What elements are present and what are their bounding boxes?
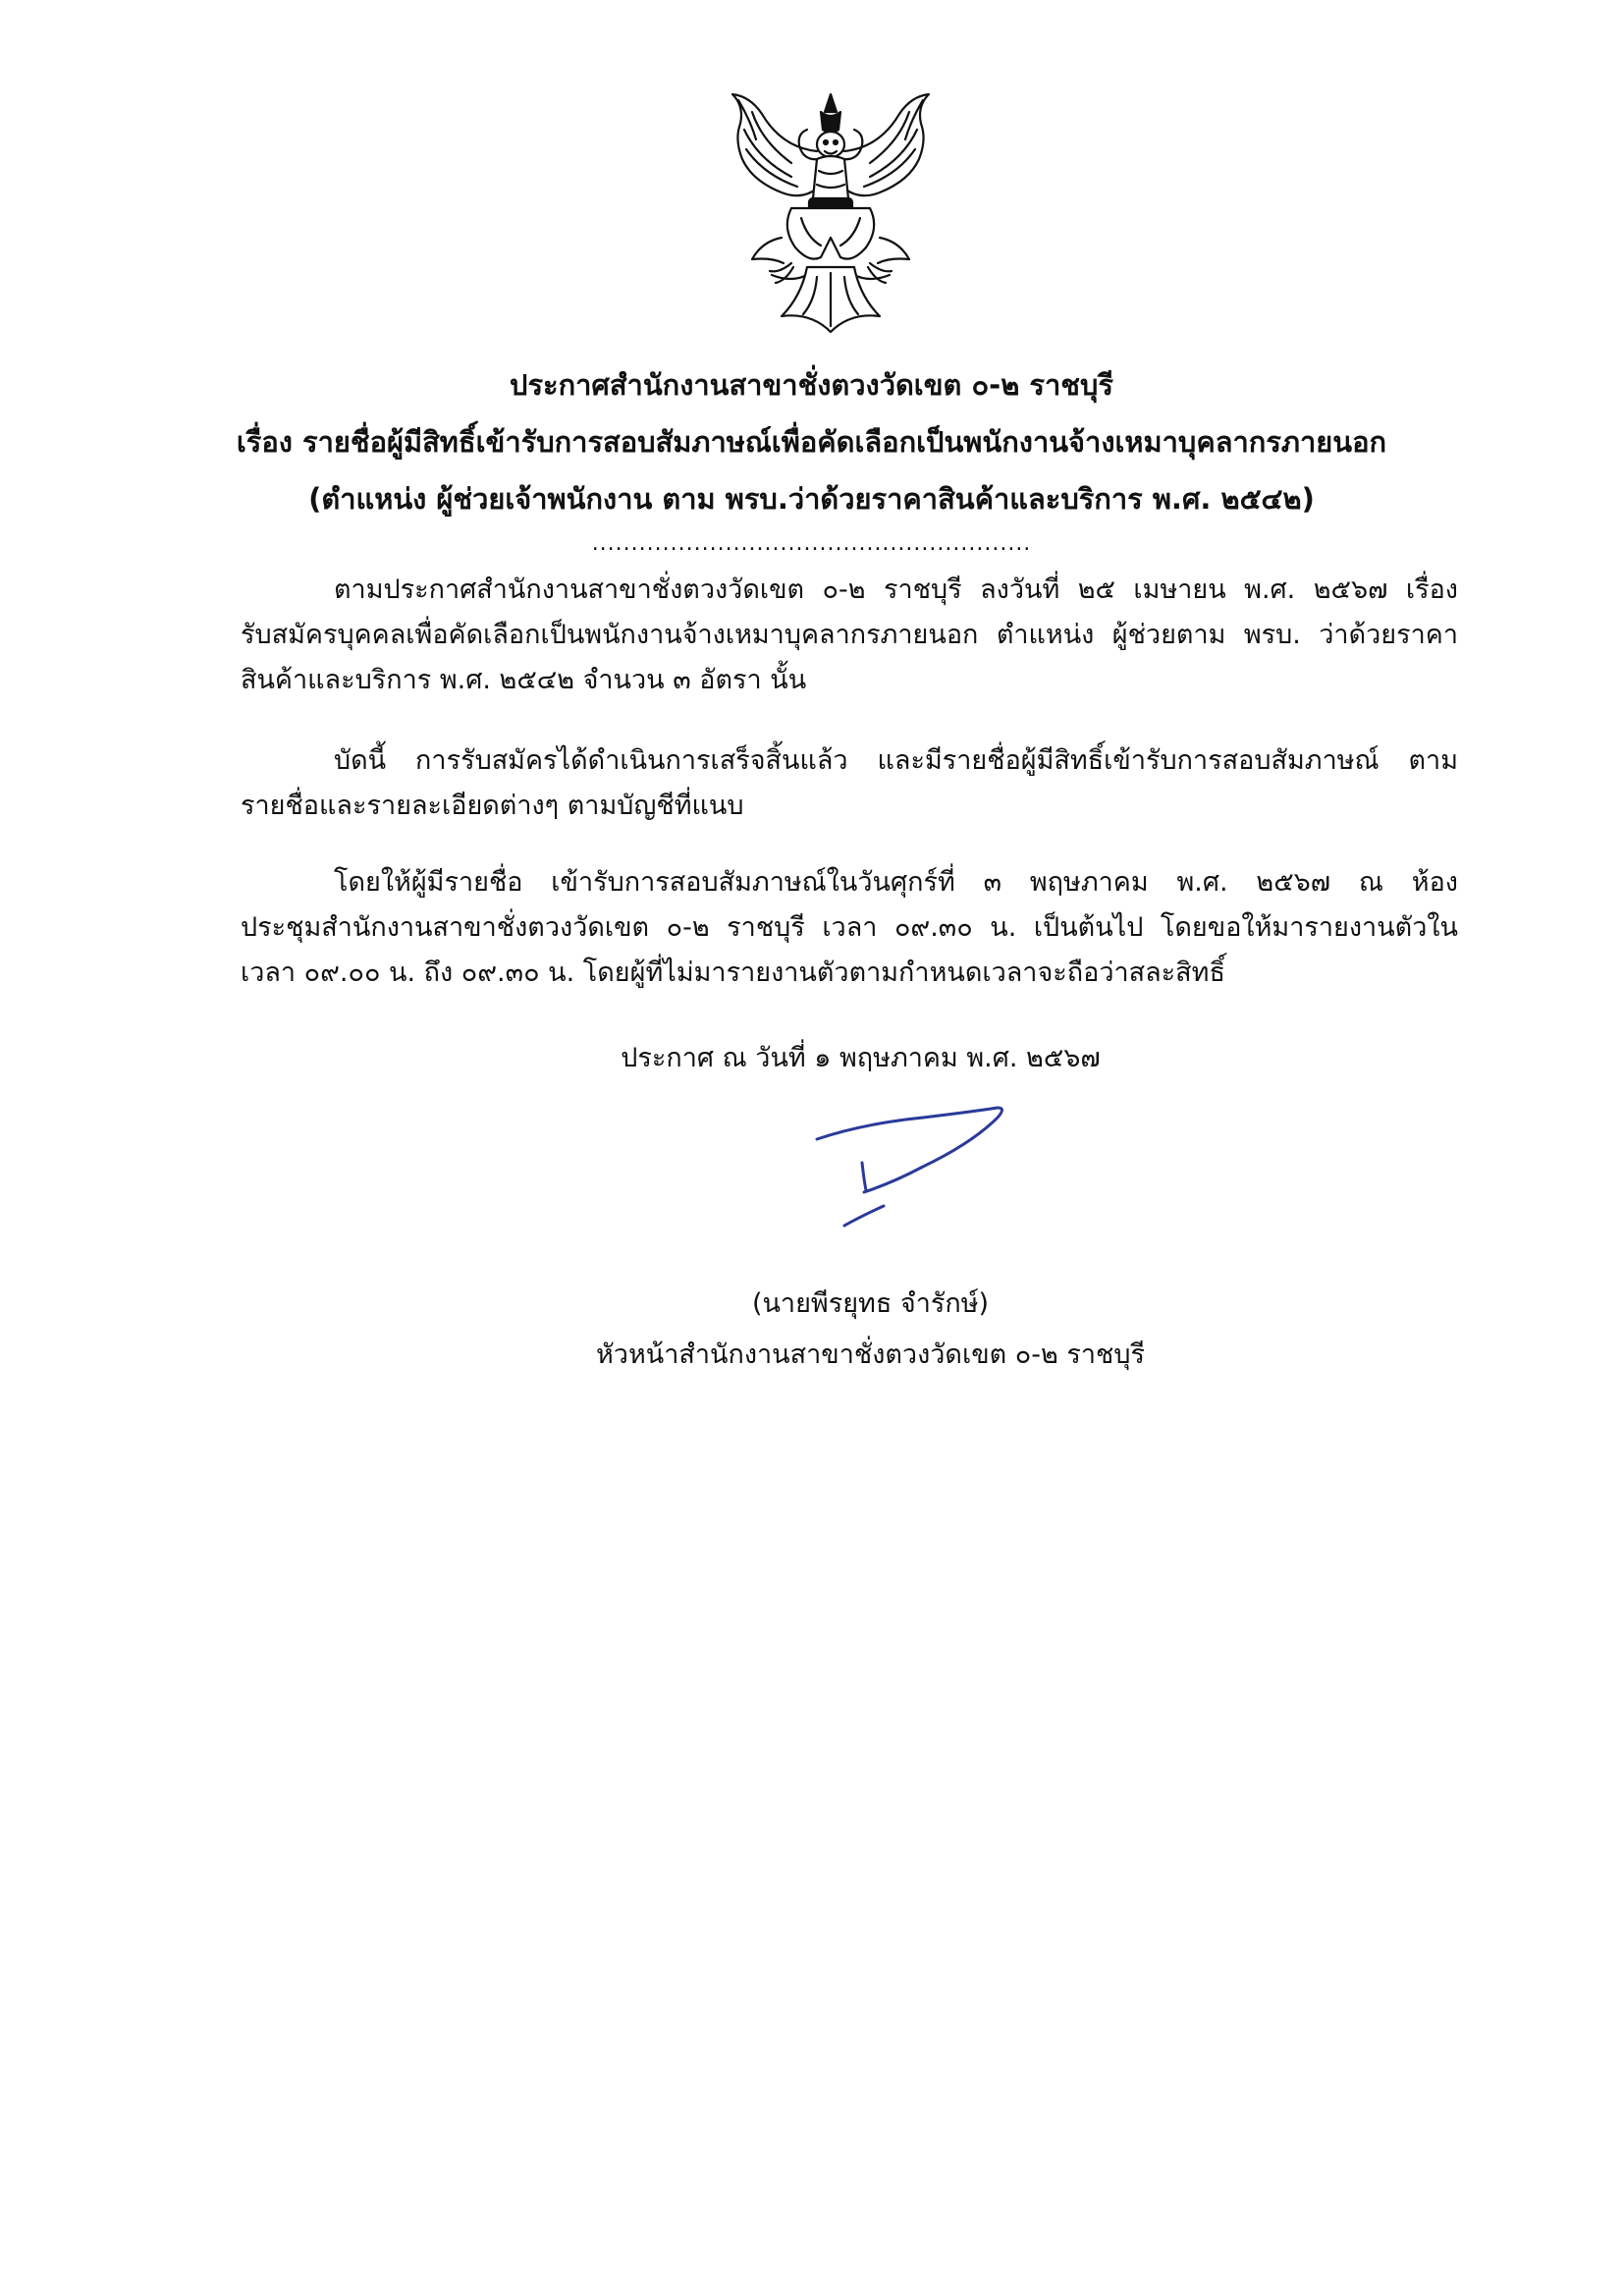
paragraph-line: สินค้าและบริการ พ.ศ. ๒๕๔๒ จำนวน ๓ อัตรา นั้น [241,665,807,695]
paragraph-reference [241,568,1458,703]
paragraph-line: บัดนี้ การรับสมัครได้ดำเนินการเสร็จสิ้นแล้ว และมีรายชื่อผู้มีสิทธิ์เข้ารับการสอบสัมภาษณ์ ตาม [334,745,1458,776]
garuda-emblem-icon [723,90,939,338]
announcement-position: (ตำแหน่ง ผู้ช่วยเจ้าพนักงาน ตาม พรบ.ว่าด้วยราคาสินค้าและบริการ พ.ศ. ๒๕๔๒) [308,482,1315,516]
handwritten-signature [805,1098,1016,1245]
signatory-title: หัวหน้าสำนักงานสาขาชั่งตวงวัดเขต ๐-๒ ราชบุรี [596,1339,1145,1370]
paragraph-line: โดยให้ผู้มีรายชื่อ เข้ารับการสอบสัมภาษณ์ในวันศุกร์ที่ ๓ พฤษภาคม พ.ศ. ๒๕๖๗ ณ ห้อง [334,867,1458,898]
announcement-title: ประกาศสำนักงานสาขาชั่งตวงวัดเขต ๐-๒ ราชบุรี [510,368,1113,402]
paragraph-line: ประชุมสำนักงานสาขาชั่งตวงวัดเขต ๐-๒ ราชบุรี เวลา ๐๙.๓๐ น. เป็นต้นไป โดยขอให้มารายงานตัวใน [241,912,1458,943]
paragraph-line: รายชื่อและรายละเอียดต่างๆ ตามบัญชีที่แนบ [241,791,744,821]
paragraph-line: เวลา ๐๙.๐๐ น. ถึง ๐๙.๓๐ น. โดยผู้ที่ไม่มารายงานตัวตามกำหนดเวลาจะถือว่าสละสิทธิ์ [241,957,1225,988]
signatory-name: (นายพีรยุทธ จำรักษ์) [751,1288,990,1319]
announce-date: ประกาศ ณ วันที่ ๑ พฤษภาคม พ.ศ. ๒๕๖๗ [621,1043,1101,1073]
separator-line: ........................................................ [591,531,1032,556]
paragraph-line: รับสมัครบุคคลเพื่อคัดเลือกเป็นพนักงานจ้างเหมาบุคลากรภายนอก ตำแหน่ง ผู้ช่วยตาม พรบ. ว่าด้วยราคา [241,620,1458,650]
announcement-subject: เรื่อง รายชื่อผู้มีสิทธิ์เข้ารับการสอบสัมภาษณ์เพื่อคัดเลือกเป็นพนักงานจ้างเหมาบุคลากรภายนอก [236,425,1387,459]
paragraph-line: ตามประกาศสำนักงานสาขาชั่งตวงวัดเขต ๐-๒ ราชบุรี ลงวันที่ ๒๕ เมษายน พ.ศ. ๒๕๖๗ เรื่อง [334,574,1458,605]
paragraph-interview [241,860,1458,996]
paragraph-result [241,738,1458,829]
